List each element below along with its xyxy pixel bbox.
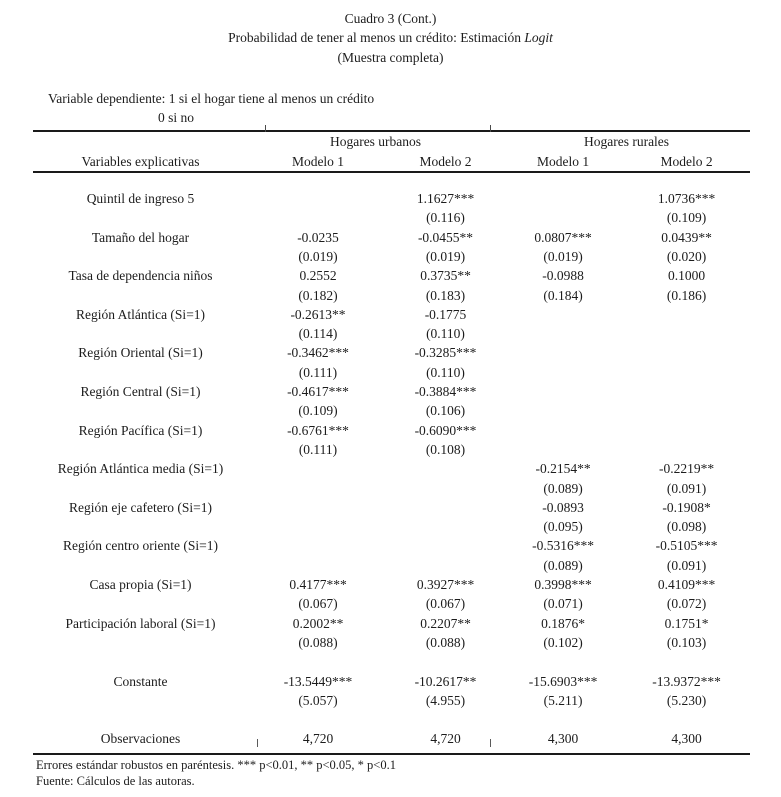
row-label: Región Atlántica (Si=1) (75, 306, 206, 322)
column-header-row (33, 152, 750, 172)
row-label-empty (33, 247, 248, 266)
significance-note: Errores estándar robustos en paréntesis. *** p<0.01, ** p<0.05, * p<0.1 (36, 757, 396, 772)
stderr-cell: (0.019) (298, 248, 338, 264)
stderr-cell: (4.955) (425, 692, 466, 708)
stderr-cell: (0.109) (298, 403, 338, 419)
coefficient-cell (503, 189, 623, 208)
stderr-cell: (5.230) (666, 692, 707, 708)
spacer-row (33, 172, 750, 189)
stderr-cell: (0.109) (666, 210, 707, 226)
stderr-row (33, 691, 750, 710)
stderr-cell: (0.072) (666, 596, 707, 612)
coefficient-row (33, 421, 750, 440)
cell-border-artifact (265, 125, 266, 132)
stderr-cell: (0.091) (666, 480, 707, 496)
table-title (0, 28, 781, 47)
stderr-cell: (5.211) (543, 692, 583, 708)
coefficient-row (33, 575, 750, 594)
stderr-cell: (0.089) (543, 480, 583, 496)
coefficient-cell: -0.3884*** (414, 384, 477, 400)
row-label-empty (33, 556, 248, 575)
coefficient-cell: -0.2613** (290, 306, 346, 322)
stderr-cell (503, 401, 623, 420)
stderr-cell (248, 208, 388, 227)
stderr-cell: (0.095) (543, 519, 583, 535)
stderr-cell: (0.098) (666, 519, 707, 535)
coefficient-cell (623, 343, 750, 362)
stderr-cell: (0.089) (543, 557, 583, 573)
coefficient-row (33, 266, 750, 285)
coefficient-row (33, 614, 750, 633)
coefficient-cell (248, 459, 388, 478)
coefficient-cell: -0.6090*** (414, 422, 477, 438)
coefficient-cell (248, 189, 388, 208)
row-label-empty (33, 440, 248, 459)
table-title-text: Probabilidad de tener al menos un crédito: Estimación (228, 30, 525, 46)
spacer-row (33, 710, 750, 729)
regression-table (33, 130, 750, 754)
stderr-cell (503, 440, 623, 459)
table-body (33, 172, 750, 754)
coefficient-cell: -13.9372*** (652, 673, 721, 689)
coefficient-cell: -0.1908* (662, 499, 711, 515)
row-label-empty (33, 208, 248, 227)
coefficient-cell: -0.5105*** (655, 538, 718, 554)
coefficient-cell: -0.2154** (535, 461, 591, 477)
coefficient-cell: 0.4177*** (289, 577, 347, 593)
table-heading (0, 0, 781, 67)
coefficient-cell (503, 343, 623, 362)
source-note: Fuente: Cálculos de las autoras. (36, 774, 195, 789)
coefficient-cell: 0.3998*** (534, 577, 592, 593)
coefficient-cell: 1.0736*** (657, 191, 716, 207)
row-label: Región Central (Si=1) (80, 384, 201, 400)
stderr-cell: (0.067) (425, 596, 466, 612)
coefficient-cell (388, 536, 503, 555)
dependent-variable-line1: Variable dependiente: 1 si el hogar tiene al menos un crédito (48, 90, 375, 106)
column-header-urban-m1: Modelo 1 (248, 152, 388, 172)
coefficient-cell (248, 498, 388, 517)
stderr-cell: (0.108) (425, 441, 466, 457)
table-caption: Cuadro 3 (Cont.) (344, 11, 437, 26)
stderr-row (33, 633, 750, 652)
row-label: Tamaño del hogar (91, 229, 190, 245)
coefficient-cell: 0.4109*** (657, 577, 716, 593)
stderr-row (33, 208, 750, 227)
coefficient-cell: -13.5449*** (283, 673, 353, 689)
row-label-empty (33, 594, 248, 613)
coefficient-cell (623, 421, 750, 440)
stderr-cell: (0.116) (426, 210, 465, 226)
spacer-cell (33, 652, 750, 671)
coefficient-row (33, 536, 750, 555)
stderr-cell: (0.111) (298, 364, 338, 380)
stderr-cell: (0.091) (666, 557, 707, 573)
coefficient-cell (503, 382, 623, 401)
row-label: Participación laboral (Si=1) (65, 615, 216, 631)
row-label-empty (33, 479, 248, 498)
stderr-cell: (0.186) (666, 287, 707, 303)
row-label: Tasa de dependencia niños (68, 268, 213, 284)
coefficient-cell (388, 459, 503, 478)
column-header-rural-m2: Modelo 2 (623, 152, 750, 172)
stderr-row (33, 594, 750, 613)
coefficient-cell: -0.2219** (658, 461, 715, 477)
coefficient-cell: -10.2617** (414, 673, 477, 689)
group-header-urban: Hogares urbanos (248, 131, 503, 151)
stderr-row (33, 324, 750, 343)
stderr-cell (388, 517, 503, 536)
coefficient-row (33, 189, 750, 208)
stderr-cell: (0.102) (543, 634, 583, 650)
coefficient-cell: 0.1751* (664, 615, 709, 631)
observations-label: Observaciones (33, 729, 248, 753)
cell-border-artifact (490, 125, 491, 132)
spacer-cell (33, 172, 750, 189)
coefficient-cell: -0.0235 (297, 229, 339, 245)
cell-border-artifact (490, 739, 491, 747)
row-label-empty (33, 363, 248, 382)
row-label-empty (33, 286, 248, 305)
group-header-rural: Hogares rurales (503, 131, 750, 151)
column-header-urban-m2: Modelo 2 (388, 152, 503, 172)
coefficient-cell: -0.6761*** (287, 422, 349, 438)
table-notes (36, 757, 781, 790)
stderr-row (33, 440, 750, 459)
coefficient-cell (623, 382, 750, 401)
coefficient-cell (503, 421, 623, 440)
stderr-cell: (5.057) (298, 692, 338, 708)
stderr-cell: (0.071) (543, 596, 583, 612)
column-header-variables: Variables explicativas (33, 152, 248, 172)
coefficient-cell: -0.3285*** (414, 345, 477, 361)
stderr-row (33, 286, 750, 305)
row-label-empty (33, 517, 248, 536)
column-header-rural-m1: Modelo 1 (503, 152, 623, 172)
row-label: Región centro oriente (Si=1) (63, 538, 218, 554)
coefficient-row (33, 305, 750, 324)
coefficient-row (33, 343, 750, 362)
stderr-row (33, 479, 750, 498)
stderr-cell (503, 208, 623, 227)
coefficient-row (33, 459, 750, 478)
stderr-cell: (0.019) (543, 248, 583, 264)
stderr-row (33, 517, 750, 536)
stderr-cell: (0.111) (298, 441, 338, 457)
table-subtitle: (Muestra completa) (337, 49, 444, 65)
stderr-cell (503, 324, 623, 343)
coefficient-row (33, 672, 750, 691)
coefficient-cell: -0.5316*** (532, 538, 594, 554)
stderr-cell (623, 440, 750, 459)
stderr-cell (388, 556, 503, 575)
row-label: Región Pacífica (Si=1) (78, 422, 203, 438)
coefficient-cell: 0.3927*** (416, 577, 475, 593)
coefficient-cell (623, 305, 750, 324)
coefficient-cell: 0.1876* (541, 615, 585, 631)
coefficient-cell: 0.3735** (420, 268, 471, 284)
stderr-cell (248, 517, 388, 536)
coefficient-cell (248, 536, 388, 555)
coefficient-cell: -15.6903*** (528, 673, 598, 689)
coefficient-cell: 0.0807*** (534, 229, 592, 245)
dependent-variable-note (0, 89, 781, 128)
coefficient-cell: -0.1775 (424, 306, 467, 322)
coefficient-cell: 0.0439** (661, 229, 712, 245)
stderr-cell: (0.019) (425, 248, 466, 264)
coefficient-row (33, 228, 750, 247)
coefficient-cell: 1.1627*** (416, 191, 475, 207)
stderr-cell (248, 479, 388, 498)
stderr-cell (248, 556, 388, 575)
observations-cell: 4,720 (388, 729, 503, 753)
coefficient-cell: -0.0893 (542, 499, 584, 515)
stderr-cell: (0.020) (666, 248, 707, 264)
coefficient-cell (503, 305, 623, 324)
stderr-cell: (0.110) (426, 364, 465, 380)
row-label: Región Atlántica media (Si=1) (57, 461, 224, 477)
stderr-cell: (0.184) (543, 287, 583, 303)
row-label: Región eje cafetero (Si=1) (69, 499, 212, 515)
stderr-cell: (0.183) (425, 287, 466, 303)
stderr-cell: (0.103) (666, 634, 707, 650)
observations-cell: 4,300 (503, 729, 623, 753)
stderr-cell (388, 479, 503, 498)
coefficient-cell (388, 498, 503, 517)
coefficient-row (33, 498, 750, 517)
coefficient-cell: 0.1000 (667, 268, 706, 284)
table-title-italic: Logit (524, 30, 553, 46)
stderr-cell: (0.182) (298, 287, 338, 303)
observations-row (33, 729, 750, 753)
stderr-cell: (0.106) (425, 403, 466, 419)
stderr-row (33, 556, 750, 575)
stderr-cell: (0.110) (426, 326, 465, 342)
coefficient-cell: -0.0455** (417, 229, 474, 245)
group-header-row (33, 131, 750, 151)
coefficient-cell: 0.2002** (292, 615, 344, 631)
row-label-empty (33, 324, 248, 343)
row-label-empty (33, 633, 248, 652)
row-label-empty (33, 691, 248, 710)
stderr-cell: (0.067) (298, 596, 338, 612)
stderr-row (33, 363, 750, 382)
row-label: Casa propia (Si=1) (89, 577, 192, 593)
stderr-cell: (0.088) (298, 634, 338, 650)
stderr-cell (623, 363, 750, 382)
observations-cell: 4,720 (248, 729, 388, 753)
dependent-variable-line2: 0 si no (158, 110, 195, 126)
coefficient-row (33, 382, 750, 401)
group-header-empty (33, 131, 248, 151)
row-label: Región Oriental (Si=1) (78, 345, 203, 361)
row-label-empty (33, 401, 248, 420)
observations-cell: 4,300 (623, 729, 750, 753)
coefficient-cell: 0.2552 (299, 268, 337, 284)
cell-border-artifact (257, 739, 258, 747)
spacer-cell (33, 710, 750, 729)
stderr-row (33, 247, 750, 266)
row-label: Quintil de ingreso 5 (86, 191, 195, 207)
row-label: Constante (113, 673, 168, 689)
coefficient-cell: -0.4617*** (287, 384, 349, 400)
stderr-cell: (0.114) (298, 326, 338, 342)
spacer-row (33, 652, 750, 671)
coefficient-cell: 0.2207** (420, 615, 471, 631)
stderr-cell (623, 401, 750, 420)
stderr-row (33, 401, 750, 420)
stderr-cell: (0.088) (425, 634, 466, 650)
stderr-cell (503, 363, 623, 382)
coefficient-cell: -0.0988 (542, 268, 584, 284)
stderr-cell (623, 324, 750, 343)
coefficient-cell: -0.3462*** (287, 345, 349, 361)
